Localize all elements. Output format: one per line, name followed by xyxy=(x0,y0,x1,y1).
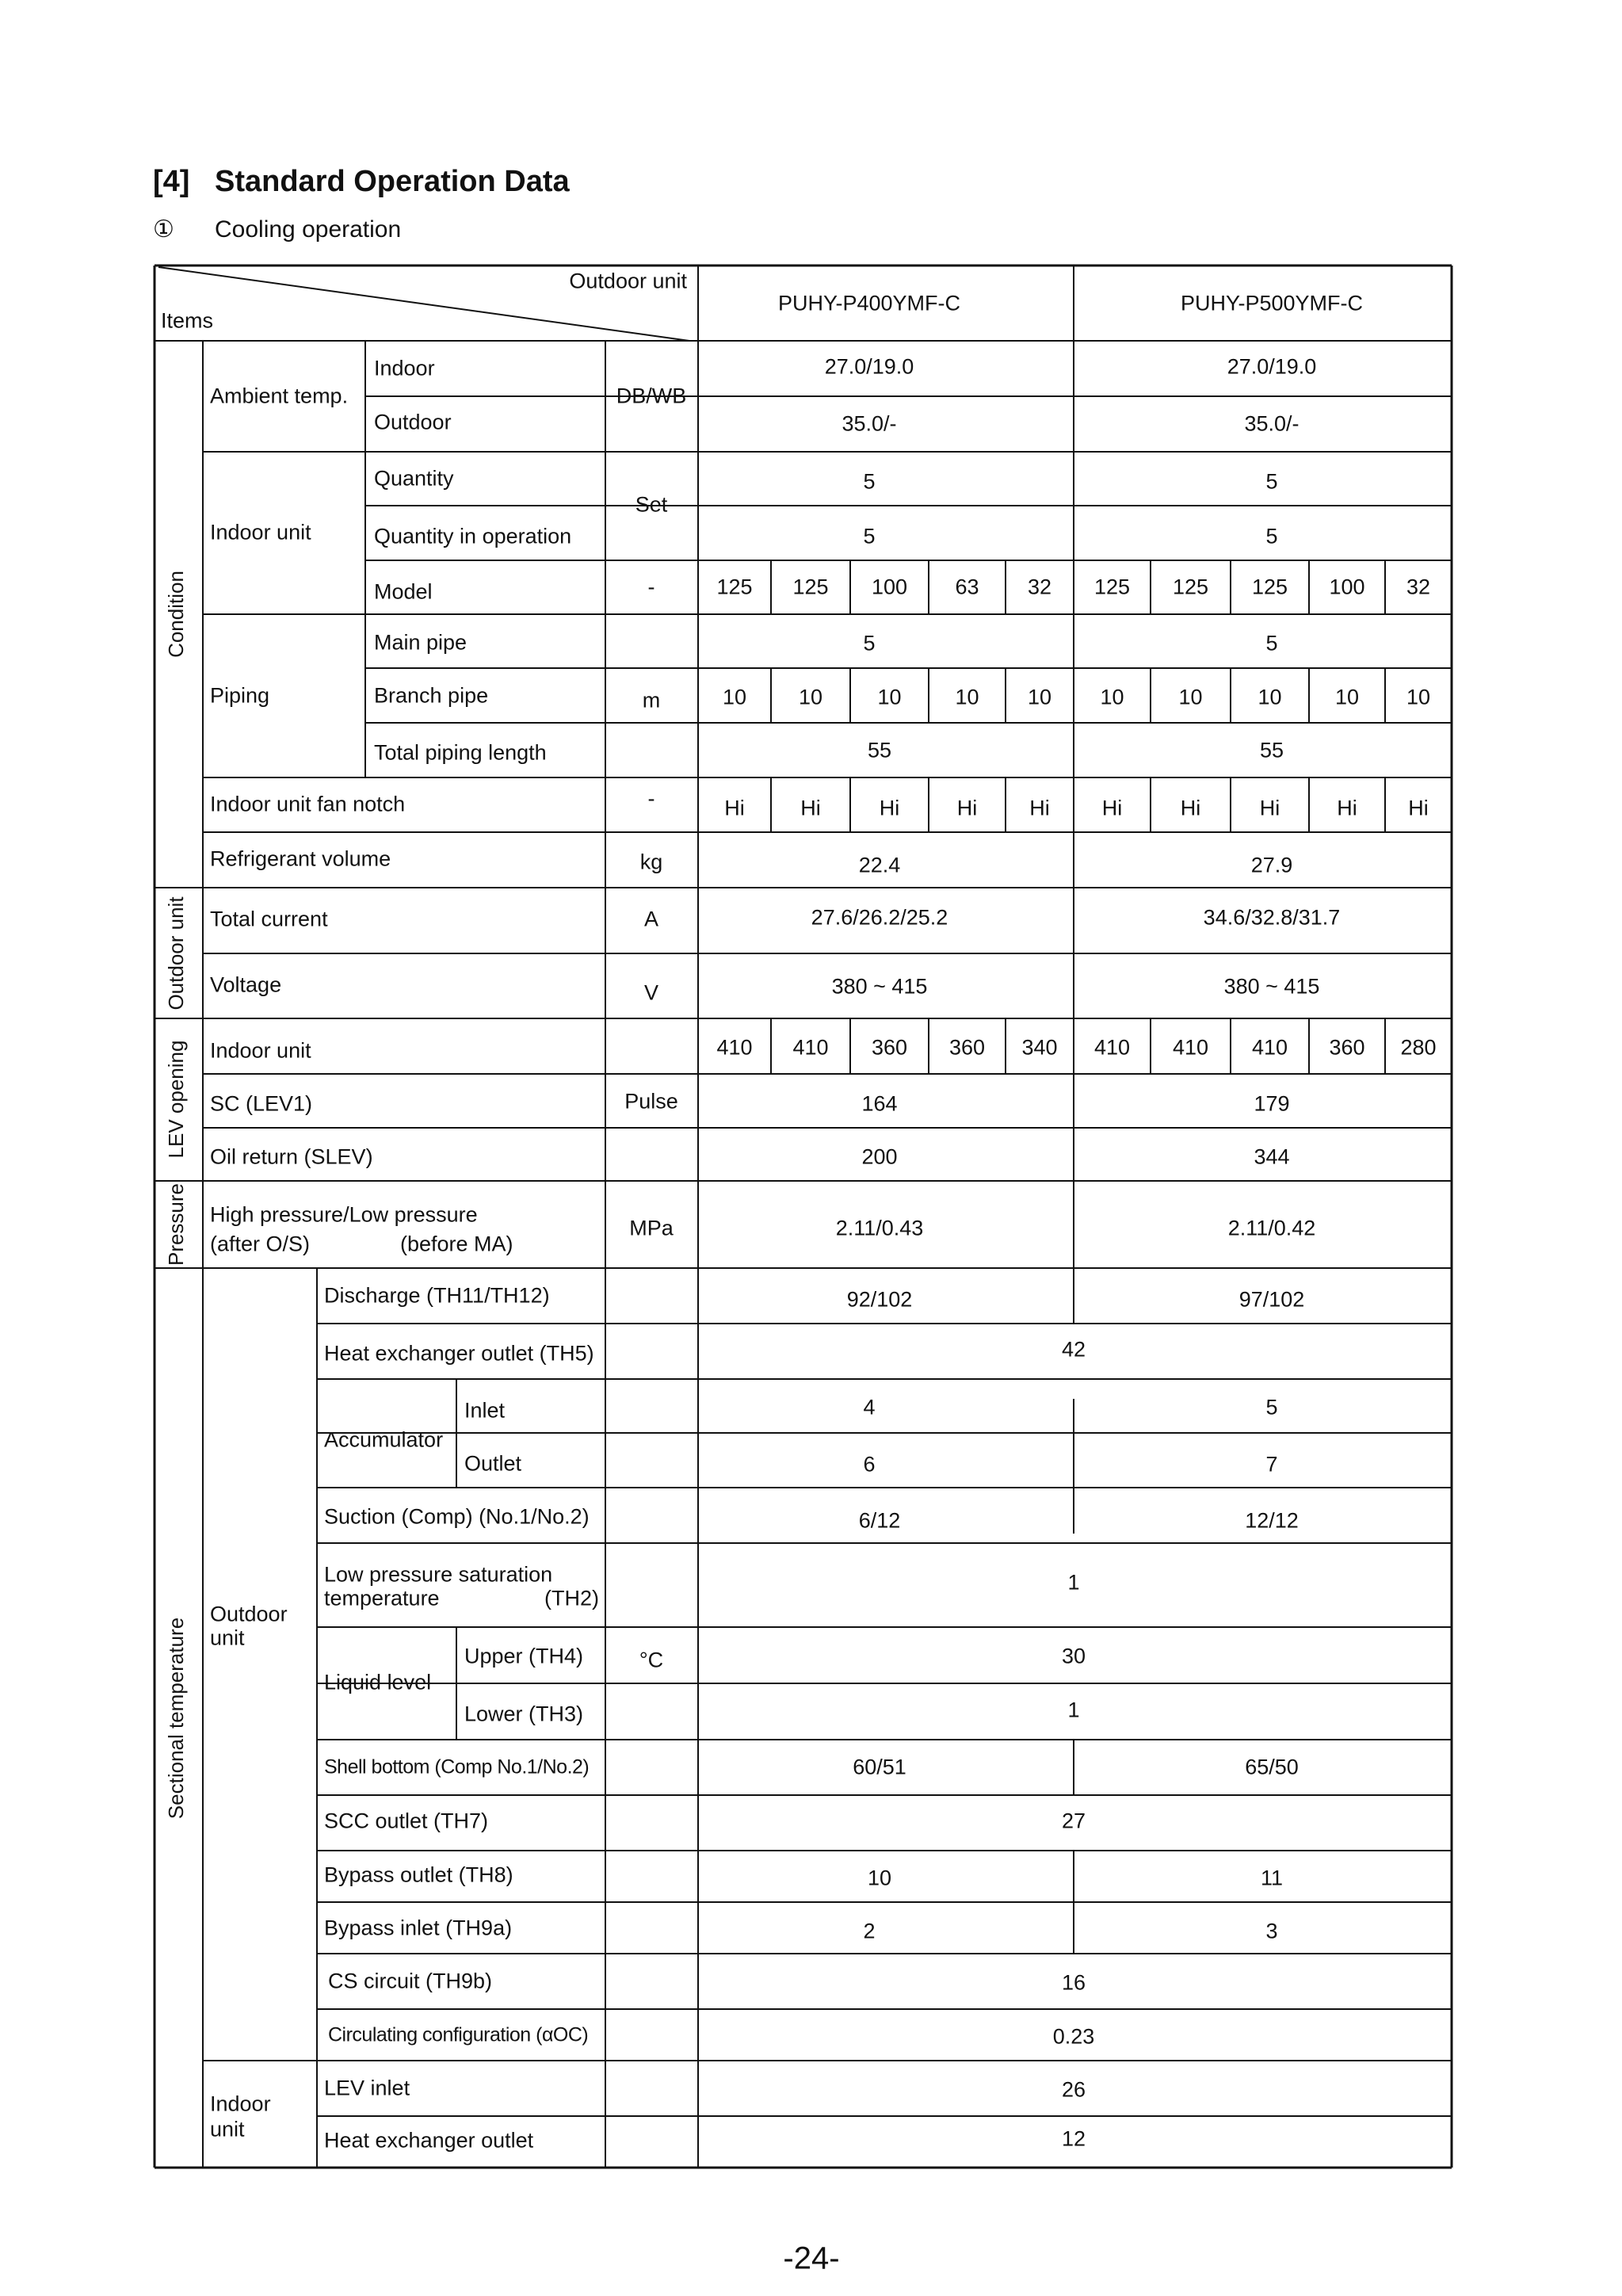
value-cell: 97/102 xyxy=(1238,1287,1305,1312)
value-cell: 200 xyxy=(861,1144,898,1169)
row-label: Voltage xyxy=(210,972,282,997)
row-label: Lower (TH3) xyxy=(464,1702,584,1726)
row-label: Indoor unit xyxy=(210,520,311,544)
row-label: Total current xyxy=(210,907,328,931)
unit-cell: MPa xyxy=(629,1216,674,1240)
value-cell: 11 xyxy=(1260,1866,1284,1890)
value-cell: 179 xyxy=(1254,1091,1290,1116)
value-cell: 3 xyxy=(1265,1919,1278,1943)
group-outdoor-unit: Outdoor unit xyxy=(164,896,188,1010)
value-cell: 10 xyxy=(955,685,979,709)
row-label: Bypass inlet (TH9a) xyxy=(324,1916,513,1940)
row-label: SC (LEV1) xyxy=(210,1091,313,1116)
header-model-2: PUHY-P500YMF-C xyxy=(1180,291,1364,315)
value-cell: 35.0/- xyxy=(842,411,897,436)
section-number: [4] xyxy=(153,165,190,198)
row-label: Piping xyxy=(210,683,270,708)
unit-cell: Set xyxy=(635,492,668,517)
value-cell: 60/51 xyxy=(853,1755,906,1779)
value-cell: 380 ~ 415 xyxy=(831,974,928,999)
value-cell: 55 xyxy=(867,738,892,762)
value-cell: 100 xyxy=(1329,575,1365,599)
row-label: unit xyxy=(210,2117,245,2141)
value-cell: 16 xyxy=(1061,1970,1086,1995)
value-cell: 55 xyxy=(1259,738,1284,762)
row-label: Indoor xyxy=(210,2092,271,2116)
row-label: Bypass outlet (TH8) xyxy=(324,1862,513,1887)
value-cell: 280 xyxy=(1400,1035,1437,1060)
row-label: Refrigerant volume xyxy=(210,846,391,871)
value-cell: 12 xyxy=(1061,2126,1086,2151)
value-cell: 5 xyxy=(1265,631,1278,655)
value-cell: 10 xyxy=(1027,685,1052,709)
row-label: temperature xyxy=(324,1586,440,1610)
row-label: Main pipe xyxy=(374,630,468,655)
row-label: Suction (Comp) (No.1/No.2) xyxy=(324,1504,590,1529)
value-cell: 35.0/- xyxy=(1244,411,1300,436)
value-cell: 92/102 xyxy=(846,1287,913,1312)
value-cell: 6/12 xyxy=(858,1508,901,1533)
row-label: Shell bottom (Comp No.1/No.2) xyxy=(324,1755,590,1778)
row-label: Ambient temp. xyxy=(210,384,349,408)
row-label: Circulating configuration (αOC) xyxy=(328,2023,589,2046)
group-pressure: Pressure xyxy=(164,1182,188,1266)
value-cell: 6 xyxy=(863,1452,876,1477)
value-cell: Hi xyxy=(1180,796,1201,820)
header-model-1: PUHY-P400YMF-C xyxy=(777,291,961,315)
row-label: Indoor xyxy=(374,356,435,380)
group-condition: Condition xyxy=(164,571,188,658)
value-cell: Hi xyxy=(1101,796,1123,820)
unit-cell: m xyxy=(642,688,661,712)
header-items: Items xyxy=(161,308,214,333)
row-label: LEV inlet xyxy=(324,2076,410,2100)
value-cell: 10 xyxy=(1406,685,1431,709)
unit-cell: V xyxy=(643,980,659,1005)
value-cell: 22.4 xyxy=(858,853,901,877)
row-label: Liquid level xyxy=(324,1670,432,1694)
value-cell: 5 xyxy=(863,469,876,494)
value-cell: 27.0/19.0 xyxy=(824,354,914,379)
value-cell: 27.9 xyxy=(1250,853,1293,877)
value-cell: 360 xyxy=(1329,1035,1365,1060)
value-cell: 5 xyxy=(863,524,876,548)
value-cell: 410 xyxy=(1172,1035,1209,1060)
unit-cell: kg xyxy=(639,850,663,874)
value-cell: 360 xyxy=(948,1035,986,1060)
section-title: Standard Operation Data xyxy=(215,165,570,198)
value-cell: 1 xyxy=(1067,1698,1080,1722)
value-cell: 410 xyxy=(1251,1035,1288,1060)
unit-cell: A xyxy=(643,907,659,931)
row-label: unit xyxy=(210,1626,245,1650)
row-label: (after O/S) xyxy=(210,1232,311,1256)
value-cell: 340 xyxy=(1021,1035,1058,1060)
value-cell: 410 xyxy=(792,1035,829,1060)
group-lev-opening: LEV opening xyxy=(164,1040,188,1159)
value-cell: 32 xyxy=(1027,575,1052,599)
value-cell: 12/12 xyxy=(1245,1508,1299,1533)
value-cell: 42 xyxy=(1061,1337,1086,1362)
row-label: Total piping length xyxy=(374,740,547,765)
unit-cell: Pulse xyxy=(624,1089,678,1114)
value-cell: 27.6/26.2/25.2 xyxy=(811,905,948,930)
row-label: Outdoor xyxy=(374,410,452,434)
value-cell: 27 xyxy=(1061,1809,1086,1833)
value-cell: 30 xyxy=(1061,1644,1086,1668)
value-cell: 410 xyxy=(716,1035,753,1060)
value-cell: 0.23 xyxy=(1052,2024,1095,2049)
value-cell: 10 xyxy=(1100,685,1124,709)
row-label: Model xyxy=(374,579,433,604)
row-label: Upper (TH4) xyxy=(464,1644,584,1668)
value-cell: 34.6/32.8/31.7 xyxy=(1203,905,1341,930)
row-label: Branch pipe xyxy=(374,683,489,708)
row-label: Oil return (SLEV) xyxy=(210,1144,373,1169)
value-cell: 360 xyxy=(871,1035,908,1060)
value-cell: Hi xyxy=(879,796,900,820)
value-cell: 10 xyxy=(867,1866,892,1890)
unit-cell: - xyxy=(647,786,655,811)
value-cell: 380 ~ 415 xyxy=(1223,974,1320,999)
value-cell: 2 xyxy=(863,1919,876,1943)
value-cell: 344 xyxy=(1254,1144,1290,1169)
unit-cell: °C xyxy=(639,1648,664,1672)
row-label: Low pressure saturation xyxy=(324,1562,553,1587)
row-label: (before MA) xyxy=(400,1232,513,1256)
row-label: Outlet xyxy=(464,1451,522,1476)
value-cell: 1 xyxy=(1067,1570,1080,1595)
header-outdoor-unit: Outdoor unit xyxy=(569,269,687,293)
value-cell: 2.11/0.43 xyxy=(835,1216,924,1240)
value-cell: 27.0/19.0 xyxy=(1227,354,1317,379)
value-cell: 65/50 xyxy=(1245,1755,1299,1779)
row-label: CS circuit (TH9b) xyxy=(328,1969,493,1993)
row-label: Quantity in operation xyxy=(374,524,572,548)
value-cell: 125 xyxy=(1093,575,1131,599)
unit-cell: - xyxy=(647,575,655,599)
value-cell: Hi xyxy=(724,796,745,820)
subsection-title: Cooling operation xyxy=(215,216,402,243)
value-cell: 125 xyxy=(1172,575,1209,599)
value-cell: 410 xyxy=(1093,1035,1131,1060)
value-cell: 5 xyxy=(1265,469,1278,494)
row-label: High pressure/Low pressure xyxy=(210,1202,478,1227)
value-cell: 5 xyxy=(1265,524,1278,548)
value-cell: 10 xyxy=(798,685,823,709)
value-cell: 26 xyxy=(1061,2077,1086,2102)
value-cell: 10 xyxy=(1334,685,1360,709)
value-cell: 10 xyxy=(1178,685,1203,709)
row-label: Heat exchanger outlet xyxy=(324,2128,534,2153)
row-label: SCC outlet (TH7) xyxy=(324,1809,489,1833)
row-label: Discharge (TH11/TH12) xyxy=(324,1283,550,1308)
value-cell: 125 xyxy=(1251,575,1288,599)
value-cell: 10 xyxy=(722,685,747,709)
value-cell: 10 xyxy=(877,685,902,709)
value-cell: Hi xyxy=(800,796,821,820)
row-label: Inlet xyxy=(464,1398,506,1423)
value-cell: Hi xyxy=(1337,796,1357,820)
value-cell: Hi xyxy=(1029,796,1050,820)
value-cell: 7 xyxy=(1265,1452,1278,1477)
value-cell: 2.11/0.42 xyxy=(1227,1216,1316,1240)
value-cell: Hi xyxy=(956,796,978,820)
value-cell: Hi xyxy=(1259,796,1280,820)
value-cell: 10 xyxy=(1258,685,1282,709)
value-cell: 5 xyxy=(863,631,876,655)
page-number: -24- xyxy=(783,2241,840,2276)
value-cell: 100 xyxy=(871,575,908,599)
unit-cell: DB/WB xyxy=(616,384,687,408)
row-label: Indoor unit xyxy=(210,1038,311,1063)
row-label: Outdoor xyxy=(210,1602,288,1626)
value-cell: Hi xyxy=(1408,796,1429,820)
group-sectional-temperature: Sectional temperature xyxy=(164,1617,188,1820)
value-cell: 5 xyxy=(1265,1395,1278,1419)
value-cell: 125 xyxy=(716,575,753,599)
value-cell: 32 xyxy=(1406,575,1431,599)
row-label: Quantity xyxy=(374,466,454,491)
value-cell: 4 xyxy=(863,1395,876,1419)
row-label: Accumulator xyxy=(324,1427,444,1452)
value-cell: 63 xyxy=(955,575,979,599)
subsection-marker: ① xyxy=(153,216,174,243)
value-cell: 164 xyxy=(861,1091,898,1116)
value-cell: 125 xyxy=(792,575,829,599)
row-label: (TH2) xyxy=(544,1586,599,1610)
row-label: Indoor unit fan notch xyxy=(210,792,406,816)
row-label: Heat exchanger outlet (TH5) xyxy=(324,1341,594,1366)
